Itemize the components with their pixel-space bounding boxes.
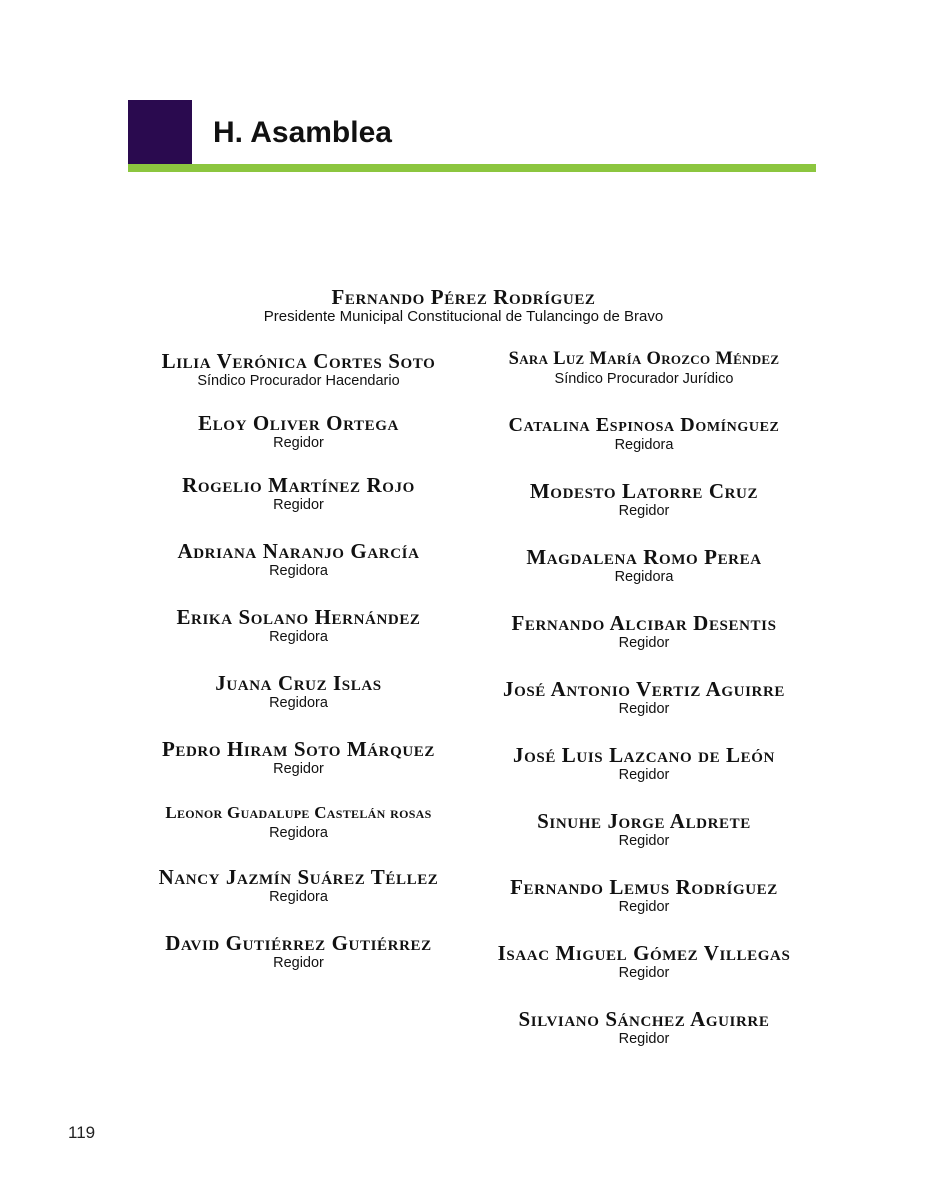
member-role: Síndico Procurador Jurídico bbox=[554, 371, 734, 387]
member-name: Fernando Lemus Rodríguez bbox=[510, 875, 778, 899]
member-role: Regidora bbox=[614, 437, 674, 453]
president-name: Fernando Pérez Rodríguez bbox=[331, 285, 596, 309]
member-role: Regidor bbox=[273, 435, 324, 451]
member-entry bbox=[120, 540, 477, 580]
member-entry bbox=[120, 738, 477, 778]
member-name: Adriana Naranjo García bbox=[177, 539, 420, 563]
member-entry bbox=[465, 414, 823, 454]
member-entry bbox=[465, 744, 823, 784]
member-role: Regidor bbox=[618, 701, 670, 717]
member-name: Modesto Latorre Cruz bbox=[529, 479, 759, 503]
member-name: Rogelio Martínez Rojo bbox=[182, 473, 415, 497]
member-name: Erika Solano Hernández bbox=[176, 605, 421, 629]
member-name: David Gutiérrez Gutiérrez bbox=[165, 931, 432, 955]
president-role: Presidente Municipal Constitucional de Tulancingo de Bravo bbox=[263, 308, 664, 325]
member-name: José Antonio Vertiz Aguirre bbox=[502, 677, 785, 701]
header-color-block bbox=[128, 100, 192, 164]
member-entry bbox=[465, 546, 823, 586]
member-name: Lilia Verónica Cortes Soto bbox=[161, 349, 436, 373]
member-name: Isaac Miguel Gómez Villegas bbox=[497, 941, 791, 965]
member-name: Catalina Espinosa Domínguez bbox=[508, 414, 780, 436]
member-entry bbox=[120, 932, 477, 972]
page-number: 119 bbox=[68, 1123, 96, 1142]
member-role: Regidor bbox=[618, 767, 670, 783]
member-name: Nancy Jazmín Suárez Téllez bbox=[158, 865, 439, 889]
member-name: Magdalena Romo Perea bbox=[526, 545, 762, 569]
member-role: Regidor bbox=[618, 833, 670, 849]
member-entry bbox=[120, 606, 477, 646]
member-role: Regidora bbox=[269, 629, 328, 645]
member-role: Regidor bbox=[273, 955, 324, 971]
header-divider bbox=[128, 164, 816, 172]
member-entry bbox=[465, 810, 823, 850]
member-role: Regidor bbox=[618, 899, 670, 915]
member-role: Regidor bbox=[273, 761, 324, 777]
member-name: Silviano Sánchez Aguirre bbox=[518, 1007, 770, 1031]
member-entry bbox=[120, 802, 477, 842]
member-role: Regidor bbox=[618, 965, 670, 981]
member-entry bbox=[465, 612, 823, 652]
member-name: Leonor Guadalupe Castelán rosas bbox=[165, 803, 432, 822]
member-role: Regidora bbox=[269, 889, 328, 905]
member-entry bbox=[465, 876, 823, 916]
member-entry bbox=[465, 678, 823, 718]
member-entry bbox=[120, 474, 477, 514]
member-role: Regidor bbox=[618, 1031, 670, 1047]
member-entry bbox=[120, 866, 477, 906]
member-name: Sinuhe Jorge Aldrete bbox=[537, 809, 751, 833]
member-role: Regidor bbox=[618, 503, 670, 519]
member-role: Regidora bbox=[614, 569, 674, 585]
member-role: Regidor bbox=[618, 635, 670, 651]
member-entry bbox=[465, 348, 823, 388]
member-role: Regidora bbox=[269, 695, 328, 711]
member-name: José Luis Lazcano de León bbox=[513, 743, 775, 767]
member-entry bbox=[465, 480, 823, 520]
page-title: H. Asamblea bbox=[213, 116, 392, 149]
member-entry bbox=[465, 942, 823, 982]
member-role: Regidora bbox=[269, 563, 328, 579]
member-entry bbox=[120, 672, 477, 712]
member-entry bbox=[465, 1008, 823, 1048]
member-role: Regidor bbox=[273, 497, 324, 513]
member-role: Regidora bbox=[269, 825, 328, 841]
member-name: Eloy Oliver Ortega bbox=[198, 411, 399, 435]
president-entry bbox=[0, 286, 927, 326]
member-role: Síndico Procurador Hacendario bbox=[197, 373, 400, 389]
member-entry bbox=[120, 350, 477, 390]
member-name: Sara Luz María Orozco Méndez bbox=[508, 349, 780, 369]
member-name: Juana Cruz Islas bbox=[215, 671, 382, 695]
member-name: Pedro Hiram Soto Márquez bbox=[161, 737, 436, 761]
member-name: Fernando Alcibar Desentis bbox=[511, 611, 777, 635]
member-entry bbox=[120, 412, 477, 452]
